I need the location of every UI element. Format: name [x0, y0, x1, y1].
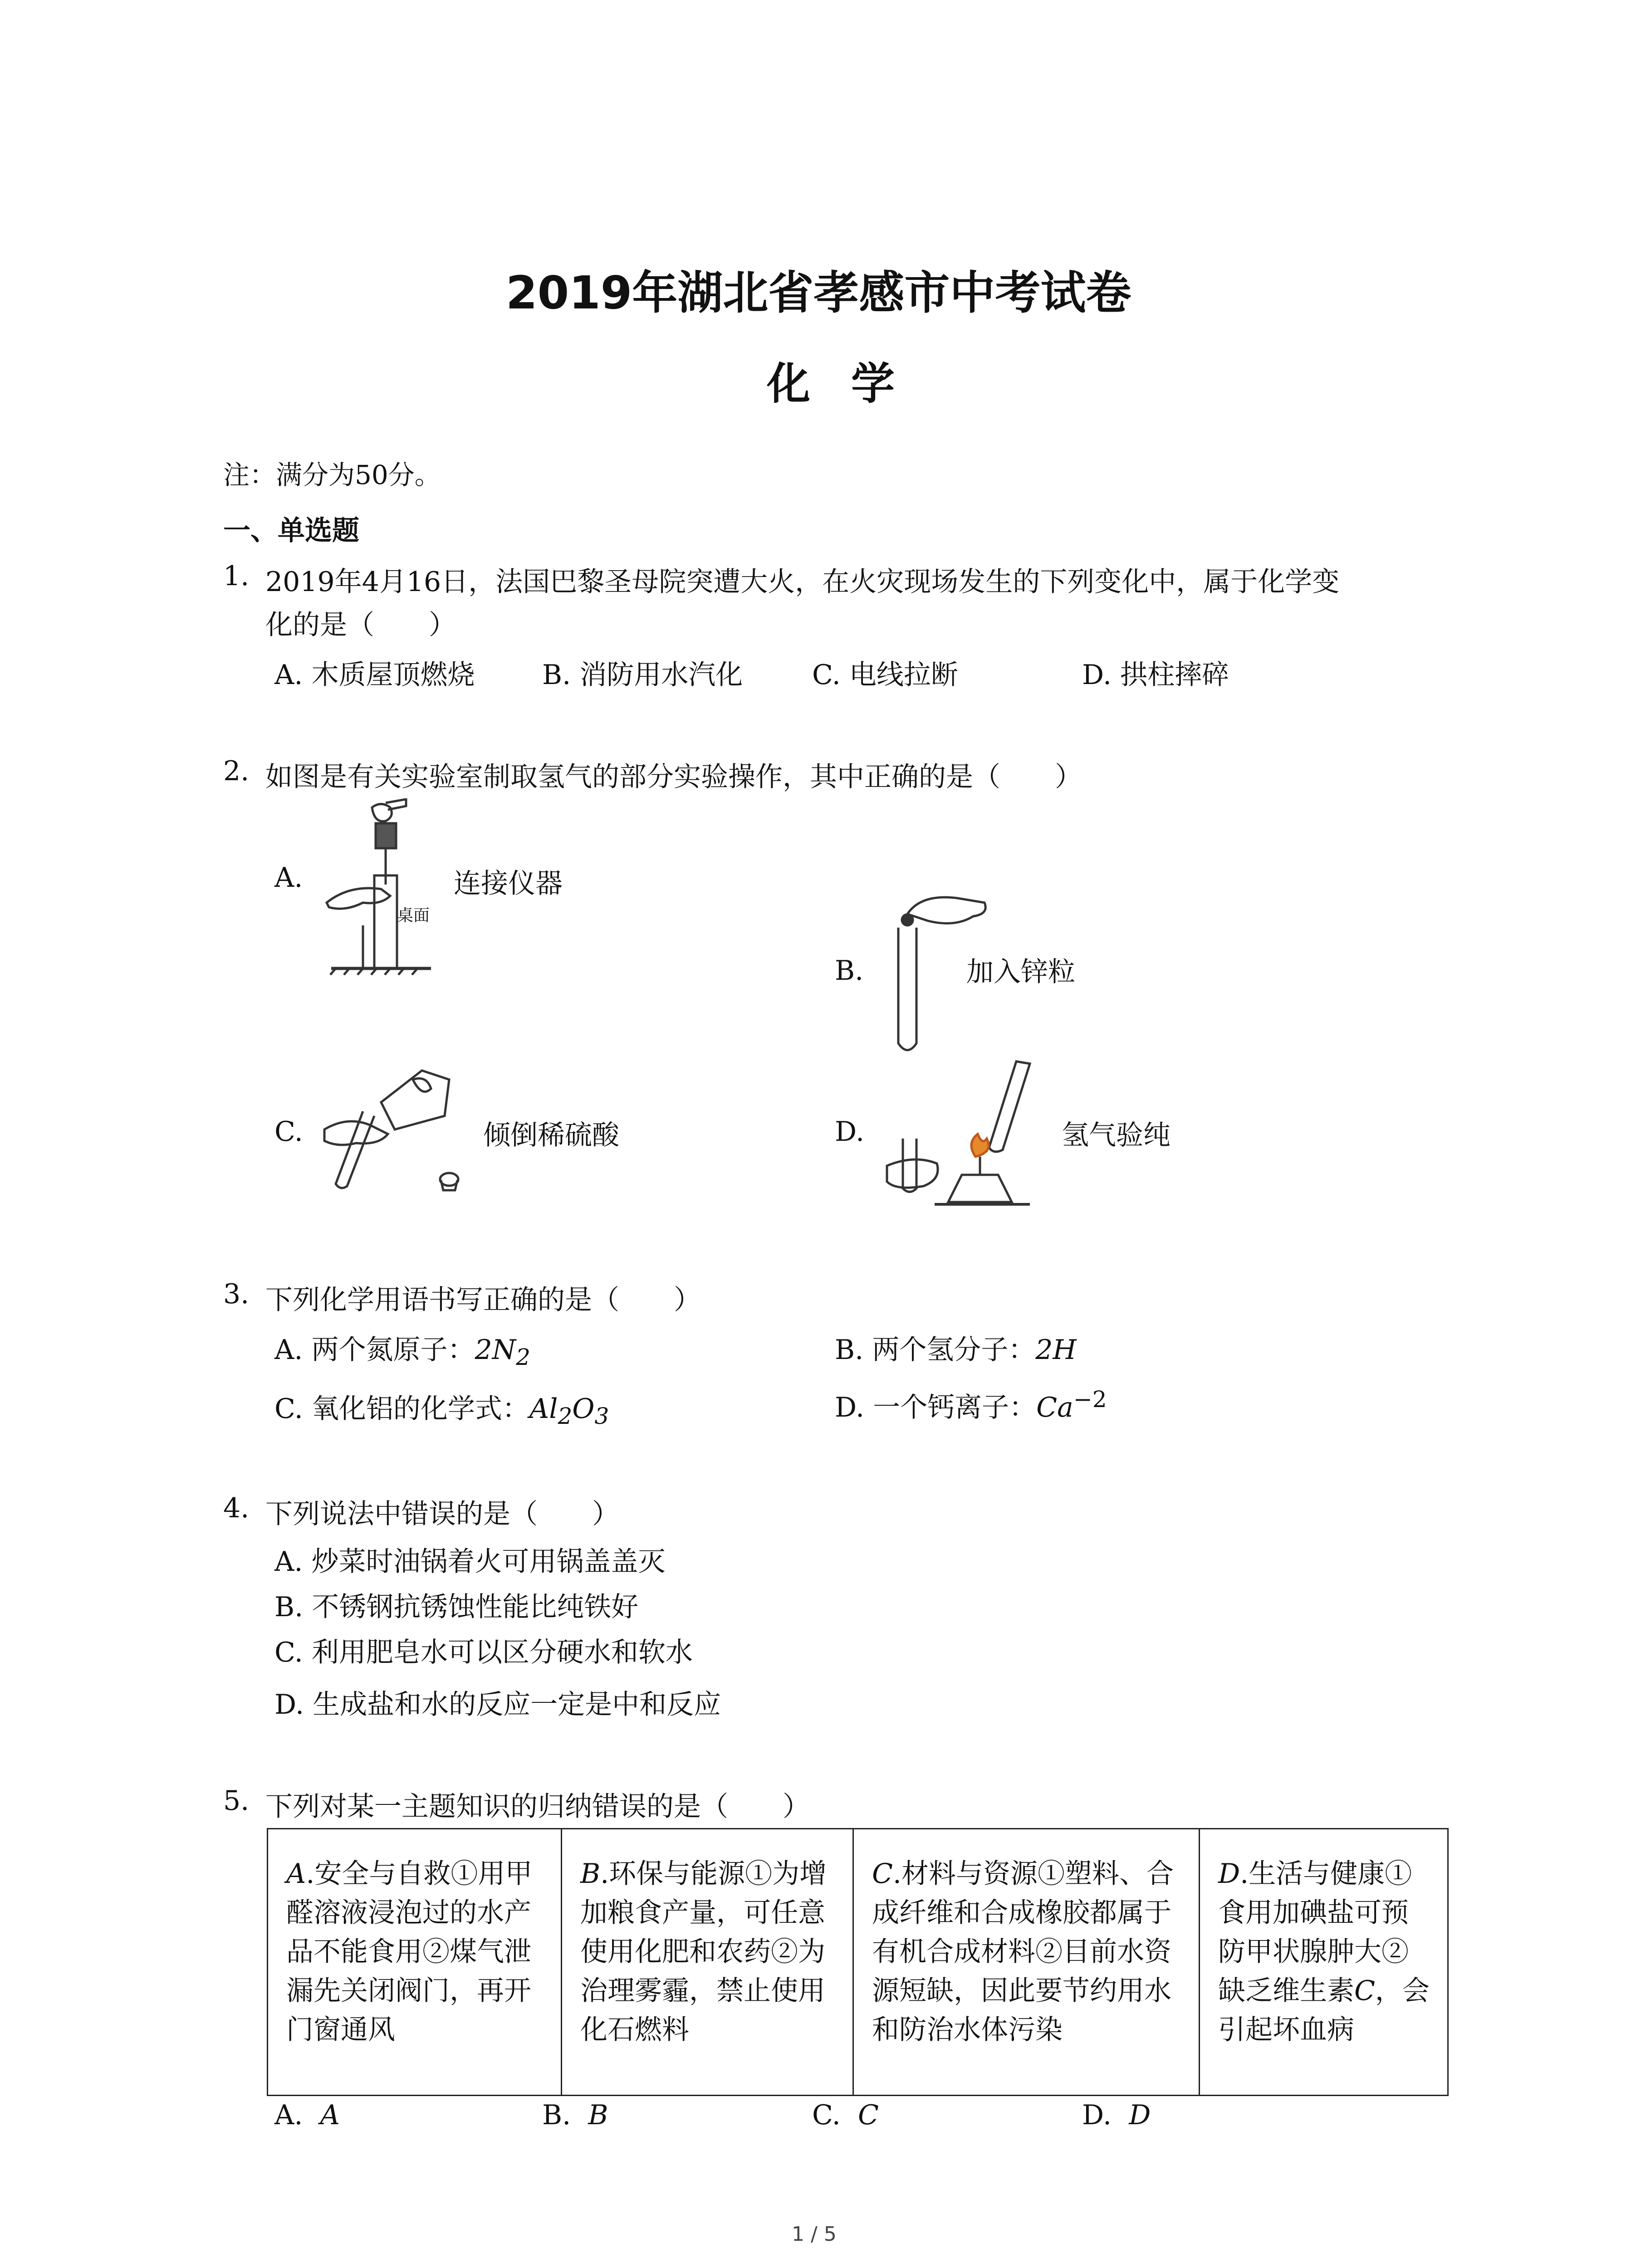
q3-option-b-formula: 2H	[1035, 1334, 1077, 1366]
table-row	[268, 1829, 1448, 2096]
q5-option-a	[274, 2099, 340, 2131]
table-cell-b	[562, 1829, 853, 2096]
q2-item-d-caption: 氢气验纯	[1062, 1119, 1171, 1151]
cell-b-text: .环保与能源①为增加粮食产量，可任意使用化肥和农药②为治理雾霾，禁止使用化石燃料	[580, 1858, 827, 2046]
q3-option-a-sub: 2	[516, 1344, 530, 1370]
q5-option-b	[542, 2099, 608, 2131]
q5-stem: 下列对某一主题知识的归纳错误的是（ ）	[265, 1791, 810, 1823]
cell-c-text: .材料与资源①塑料、合成纤维和合成橡胶都属于有机合成材料②目前水资源短缺，因此要节约用水和防治水体污染	[872, 1858, 1174, 2046]
q5-option-c-value: C	[858, 2099, 879, 2131]
q2-item-d-label: D.	[835, 1116, 865, 1148]
q3-option-d-label: D. 一个钙离子：	[835, 1392, 1037, 1423]
q1-option-a: A. 木质屋顶燃烧	[274, 659, 475, 691]
q3-option-c	[274, 1387, 609, 1429]
score-note: 注：满分为50分。	[223, 459, 441, 490]
page-number: 1 / 5	[792, 2223, 837, 2246]
q4-option-d: D. 生成盐和水的反应一定是中和反应	[274, 1689, 721, 1721]
q3-option-a-label: A. 两个氮原子：	[274, 1334, 475, 1366]
q3-option-a	[274, 1328, 530, 1370]
hydrogen-purity-test-illustration	[885, 1052, 1075, 1216]
q2-item-c-label: C.	[274, 1116, 303, 1148]
q5-number: 5.	[223, 1785, 250, 1817]
q2-stem: 如图是有关实验室制取氢气的部分实验操作，其中正确的是（ ）	[265, 761, 1082, 793]
q3-stem: 下列化学用语书写正确的是（ ）	[265, 1284, 701, 1316]
q3-option-d	[835, 1386, 1107, 1425]
q3-option-c-f1: Al	[529, 1393, 558, 1425]
desk-label: 桌面	[397, 906, 430, 925]
q2-number: 2.	[223, 755, 250, 787]
q4-number: 4.	[223, 1492, 250, 1524]
cell-a-text: .安全与自救①用甲醛溶液浸泡过的水产品不能食用②煤气泄漏先关闭阀门，再开门窗通风	[286, 1858, 533, 2046]
q2-item-a-caption: 连接仪器	[454, 868, 563, 899]
q4-stem: 下列说法中错误的是（ ）	[265, 1498, 619, 1530]
q3-option-b	[835, 1328, 1077, 1367]
q3-option-c-f2: O	[572, 1393, 595, 1425]
q4-option-a: A. 炒菜时油锅着火可用锅盖盖灭	[274, 1546, 666, 1578]
q5-option-b-label: B.	[542, 2099, 571, 2131]
q3-option-c-label: C. 氧化铝的化学式：	[274, 1393, 529, 1425]
table-cell-a	[268, 1829, 562, 2096]
table-cell-c	[853, 1829, 1200, 2096]
q4-option-c: C. 利用肥皂水可以区分硬水和软水	[274, 1637, 693, 1668]
cell-b-letter: B	[580, 1858, 601, 1890]
cell-d-vitamin: C	[1354, 1975, 1375, 2007]
q2-item-a-label: A.	[274, 862, 303, 894]
q3-option-d-sup: −2	[1073, 1386, 1107, 1413]
cell-d-tail: ，会引起坏血病	[1218, 1975, 1430, 2046]
q3-option-c-s2: 3	[594, 1403, 609, 1429]
cell-d-letter: D	[1218, 1858, 1240, 1890]
q3-option-b-label: B. 两个氢分子：	[835, 1334, 1036, 1366]
q2-item-b-label: B.	[835, 955, 864, 987]
q5-option-d-label: D.	[1082, 2099, 1112, 2131]
q1-option-b: B. 消防用水汽化	[542, 659, 743, 691]
cell-d-text: .生活与健康①食用加碘盐可预防甲状腺肿大②缺乏维生素	[1218, 1858, 1412, 2007]
q5-option-c-label: C.	[812, 2099, 841, 2131]
subject-title: 化学	[767, 358, 936, 409]
q4-option-b: B. 不锈钢抗锈蚀性能比纯铁好	[274, 1591, 639, 1623]
q5-option-a-value: A	[320, 2099, 340, 2131]
cell-c-letter: C	[872, 1858, 893, 1890]
q2-item-c-caption: 倾倒稀硫酸	[483, 1119, 619, 1151]
q1-number: 1.	[223, 560, 250, 592]
q5-option-d-value: D	[1129, 2099, 1151, 2131]
q5-option-c	[812, 2099, 879, 2131]
q1-option-d: D. 拱柱摔碎	[1082, 659, 1230, 691]
pour-acid-illustration	[318, 1061, 481, 1198]
q3-number: 3.	[223, 1278, 250, 1310]
q3-option-d-formula: Ca	[1036, 1392, 1073, 1423]
q1-option-c: C. 电线拉断	[812, 659, 958, 691]
exam-title: 2019年湖北省孝感市中考试卷	[506, 266, 1132, 319]
q1-stem-line2: 化的是（ ）	[265, 609, 456, 641]
table-cell-d	[1200, 1829, 1448, 2096]
q3-option-a-formula: 2N	[475, 1334, 516, 1366]
q5-option-d	[1082, 2099, 1151, 2131]
knowledge-summary-table	[267, 1828, 1449, 2096]
q3-option-c-s1: 2	[558, 1403, 573, 1429]
section-heading: 一、单选题	[223, 515, 359, 547]
cell-a-letter: A	[286, 1858, 306, 1890]
q2-item-b-caption: 加入锌粒	[966, 956, 1075, 988]
q5-option-b-value: B	[588, 2099, 608, 2131]
connect-apparatus-illustration	[318, 798, 445, 975]
q1-stem-line1: 2019年4月16日，法国巴黎圣母院突遭大火，在火灾现场发生的下列变化中，属于化学变	[265, 566, 1340, 598]
q5-option-a-label: A.	[274, 2099, 303, 2131]
